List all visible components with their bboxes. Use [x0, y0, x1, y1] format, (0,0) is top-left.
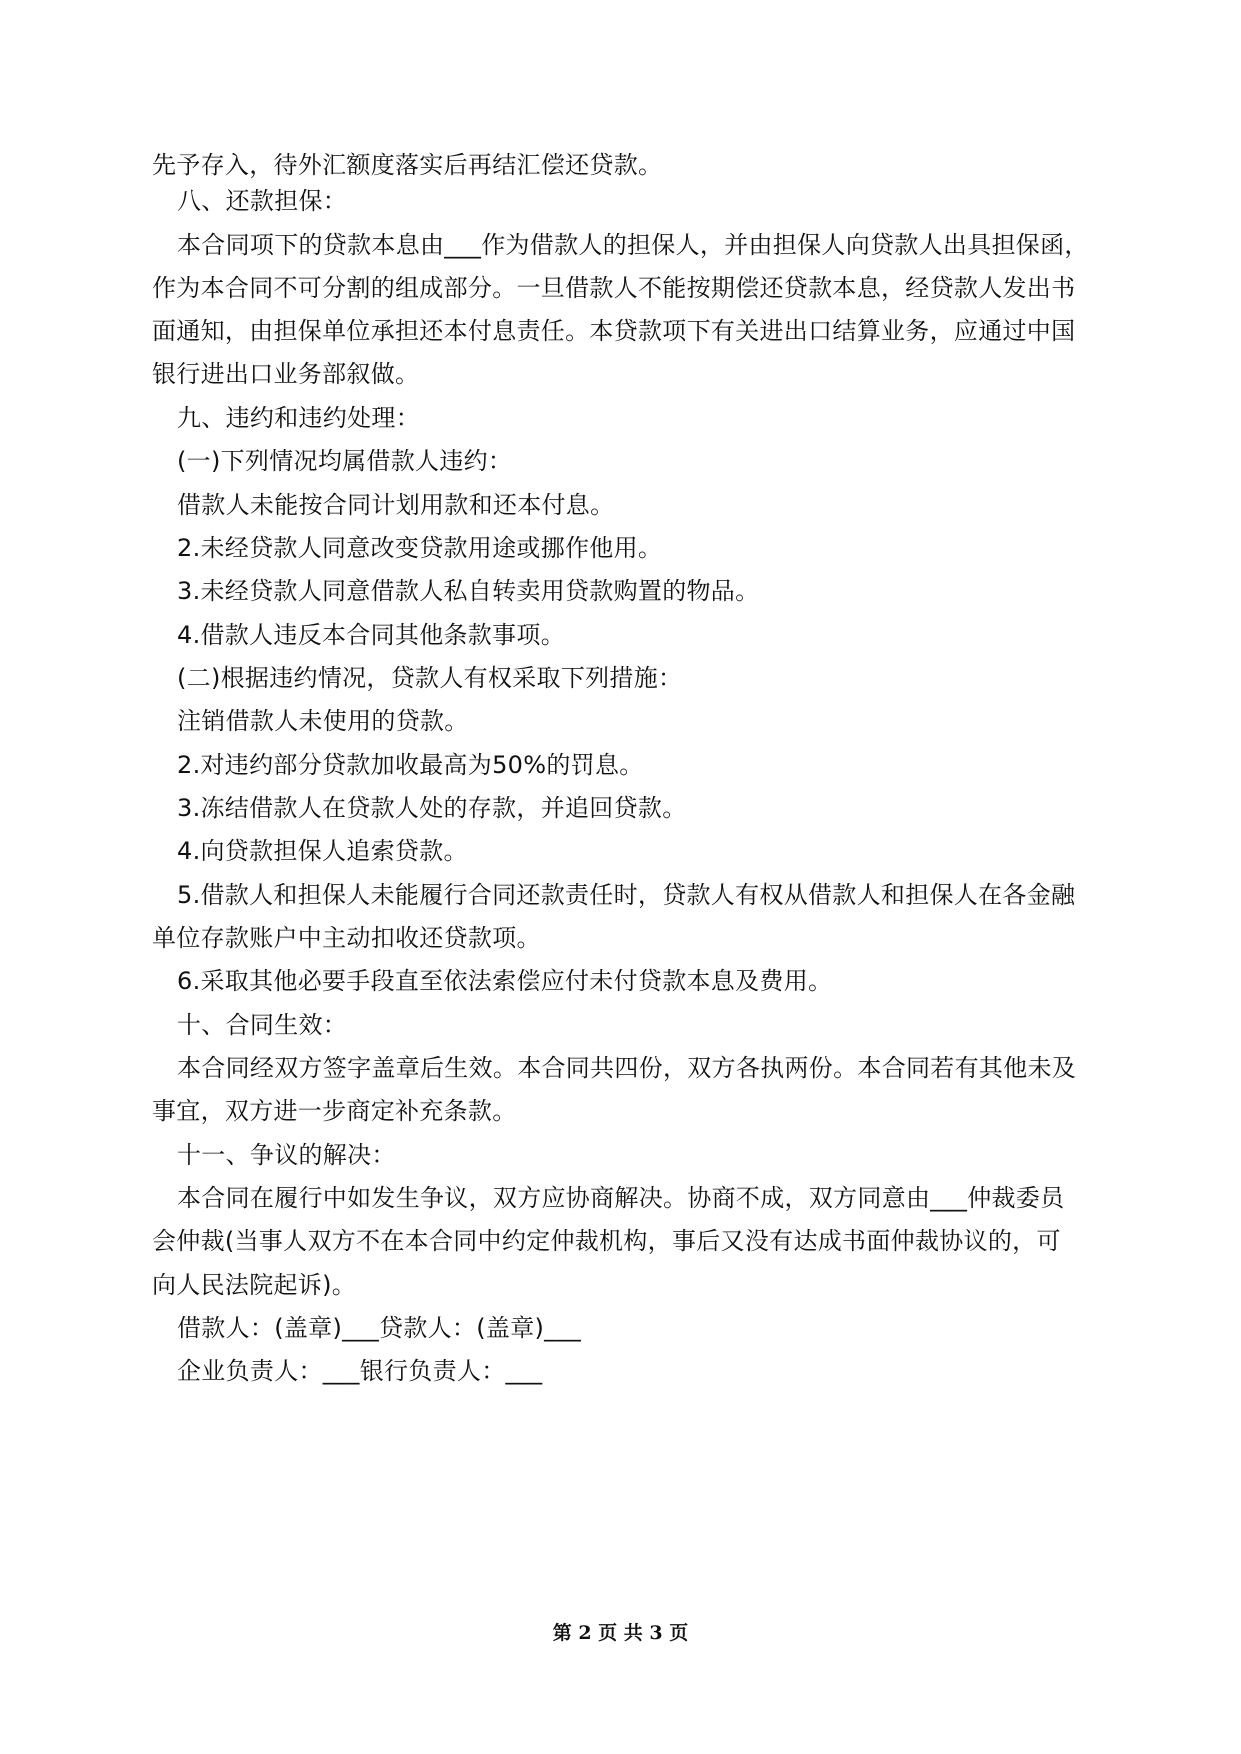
- subsection-heading: (一)下列情况均属借款人违约：: [177, 447, 513, 475]
- section-heading: 十、合同生效：: [177, 1011, 348, 1039]
- list-item: 借款人未能按合同计划用款和还本付息。: [177, 491, 615, 519]
- list-item: 4.向贷款担保人追索贷款。: [177, 837, 468, 865]
- page-number: 第 2 页 共 3 页: [552, 1622, 689, 1644]
- signature-line: 借款人：(盖章)___贷款人：(盖章)___: [177, 1314, 582, 1342]
- paragraph-line: 事宜，双方进一步商定补充条款。: [152, 1097, 517, 1125]
- list-item: 6.采取其他必要手段直至依法索偿应付未付贷款本息及费用。: [177, 967, 833, 995]
- section-heading: 十一、争议的解决：: [177, 1141, 396, 1169]
- list-item: 3.未经贷款人同意借款人私自转卖用贷款购置的物品。: [177, 577, 760, 605]
- list-item: 2.对违约部分贷款加收最高为50%的罚息。: [177, 751, 644, 779]
- list-item: 4.借款人违反本合同其他条款事项。: [177, 621, 565, 649]
- list-item: 2.未经贷款人同意改变贷款用途或挪作他用。: [177, 534, 663, 562]
- paragraph-line: 本合同在履行中如发生争议，双方应协商解决。协商不成，双方同意由___仲裁委员: [177, 1184, 1065, 1212]
- paragraph-line: 单位存款账户中主动扣收还贷款项。: [152, 924, 541, 952]
- paragraph-line: 银行进出口业务部叙做。: [152, 360, 420, 388]
- section-heading: 八、还款担保：: [177, 187, 348, 215]
- paragraph-line: 本合同项下的贷款本息由___作为借款人的担保人，并由担保人向贷款人出具担保函，: [177, 231, 1089, 259]
- paragraph-line: 本合同经双方签字盖章后生效。本合同共四份，双方各执两份。本合同若有其他未及: [177, 1054, 1077, 1082]
- list-item: 注销借款人未使用的贷款。: [177, 707, 469, 735]
- list-item: 5.借款人和担保人未能履行合同还款责任时，贷款人有权从借款人和担保人在各金融: [177, 881, 1076, 909]
- signature-line: 企业负责人：___银行负责人：___: [177, 1357, 543, 1385]
- paragraph-line: 向人民法院起诉)。: [152, 1271, 357, 1299]
- paragraph-line: 会仲裁(当事人双方不在本合同中约定仲裁机构，事后又没有达成书面仲裁协议的，可: [152, 1227, 1061, 1255]
- paragraph-line: 先予存入，待外汇额度落实后再结汇偿还贷款。: [152, 151, 663, 179]
- list-item: 3.冻结借款人在贷款人处的存款，并追回贷款。: [177, 794, 687, 822]
- paragraph-line: 作为本合同不可分割的组成部分。一旦借款人不能按期偿还贷款本息，经贷款人发出书: [152, 274, 1076, 302]
- subsection-heading: (二)根据违约情况，贷款人有权采取下列措施：: [177, 664, 683, 692]
- paragraph-line: 面通知，由担保单位承担还本付息责任。本贷款项下有关进出口结算业务，应通过中国: [152, 317, 1076, 345]
- section-heading: 九、违约和违约处理：: [177, 404, 420, 432]
